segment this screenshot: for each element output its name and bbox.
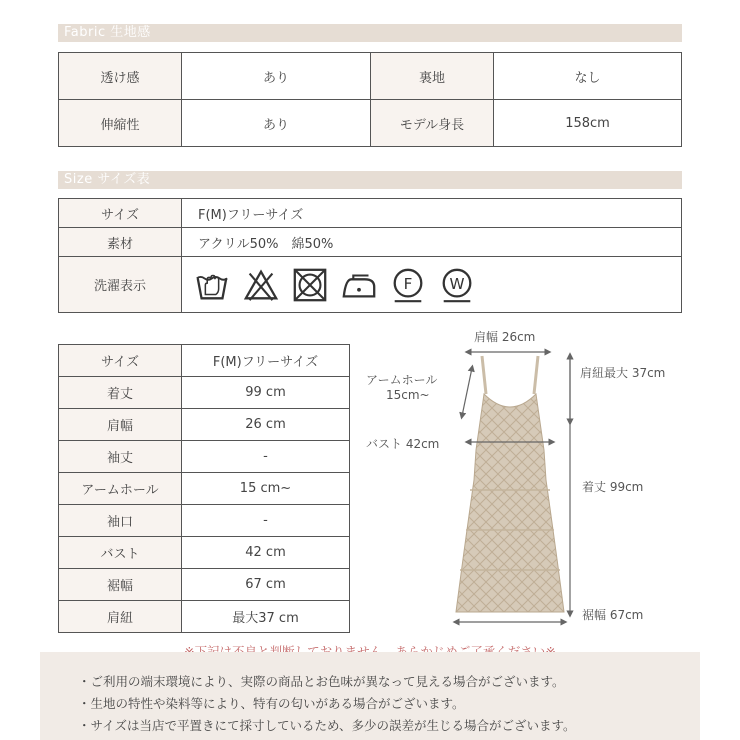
- care-label: 洗濯表示: [59, 257, 182, 313]
- iron-low-icon: [340, 266, 378, 304]
- fabric-label: 透け感: [59, 53, 182, 100]
- table-row: [59, 569, 350, 601]
- fabric-value: 158cm: [494, 100, 682, 147]
- wet-clean-letter: W: [449, 274, 465, 293]
- meas-label: 着丈: [59, 377, 182, 409]
- care-icons-cell: [182, 257, 682, 313]
- hem-dim-label: 裾幅 67cm: [582, 608, 644, 622]
- meas-label: バスト: [59, 537, 182, 569]
- table-row: [59, 257, 682, 313]
- dress-straps: [482, 356, 538, 394]
- table-row: [59, 53, 682, 100]
- fabric-value: あり: [182, 100, 371, 147]
- meas-label: 肩幅: [59, 409, 182, 441]
- notes-box: [40, 652, 700, 740]
- armhole-arrow: [462, 368, 472, 416]
- dress-shape: [456, 394, 564, 612]
- meas-value: 最大37 cm: [182, 601, 350, 633]
- dry-clean-letter: F: [403, 274, 413, 293]
- hand-wash-icon: [193, 266, 231, 304]
- table-row: [59, 228, 682, 257]
- meas-label: 裾幅: [59, 569, 182, 601]
- table-row: [59, 537, 350, 569]
- fabric-label: 伸縮性: [59, 100, 182, 147]
- table-row: [59, 409, 350, 441]
- meas-label: 肩紐: [59, 601, 182, 633]
- wet-clean-w-icon: [438, 266, 476, 304]
- fabric-section-header: Fabric 生地感: [58, 24, 682, 42]
- meas-value: F(M)フリーサイズ: [182, 345, 350, 377]
- material-value: アクリル50% 綿50%: [182, 228, 682, 257]
- meas-value: -: [182, 505, 350, 537]
- material-label: 素材: [59, 228, 182, 257]
- table-row: [59, 377, 350, 409]
- meas-label: サイズ: [59, 345, 182, 377]
- meas-value: 15 cm~: [182, 473, 350, 505]
- fabric-label: 裏地: [371, 53, 494, 100]
- table-row: [59, 505, 350, 537]
- size-section-header: Size サイズ表: [58, 171, 682, 189]
- fabric-label: モデル身長: [371, 100, 494, 147]
- no-tumble-dry-icon: [291, 266, 329, 304]
- table-row: [59, 473, 350, 505]
- meas-value: -: [182, 441, 350, 473]
- meas-value: 99 cm: [182, 377, 350, 409]
- armhole-dim-label: アームホール: [366, 373, 438, 387]
- meas-value: 26 cm: [182, 409, 350, 441]
- meas-value: 42 cm: [182, 537, 350, 569]
- strap-dim-label: 肩紐最大 37cm: [580, 366, 666, 380]
- table-row: [59, 345, 350, 377]
- size-value: F(M)フリーサイズ: [182, 199, 682, 228]
- armhole-dim-value: 15cm~: [386, 388, 430, 402]
- table-row: [59, 441, 350, 473]
- fabric-table: [58, 52, 682, 147]
- meas-value: 67 cm: [182, 569, 350, 601]
- bust-dim-label: バスト 42cm: [366, 437, 440, 451]
- shoulder-dim-label: 肩幅 26cm: [474, 330, 536, 344]
- fabric-value: なし: [494, 53, 682, 100]
- meas-label: アームホール: [59, 473, 182, 505]
- note-item: ・ご利用の端末環境により、実際の商品とお色味が異なって見える場合がございます。: [78, 674, 565, 689]
- size-table: [58, 198, 682, 313]
- length-dim-label: 着丈 99cm: [582, 480, 644, 494]
- table-row: [59, 601, 350, 633]
- dry-clean-f-icon: [389, 266, 427, 304]
- meas-label: 袖口: [59, 505, 182, 537]
- no-bleach-icon: [242, 266, 280, 304]
- table-row: [59, 199, 682, 228]
- table-row: [59, 100, 682, 147]
- meas-label: 袖丈: [59, 441, 182, 473]
- measurement-table: [58, 344, 350, 633]
- note-item: ・サイズは当店で平置きにて採寸しているため、多少の誤差が生じる場合がございます。: [78, 718, 576, 733]
- note-item: ・生地の特性や染料等により、特有の匂いがある場合がございます。: [78, 696, 465, 711]
- size-label: サイズ: [59, 199, 182, 228]
- fabric-value: あり: [182, 53, 371, 100]
